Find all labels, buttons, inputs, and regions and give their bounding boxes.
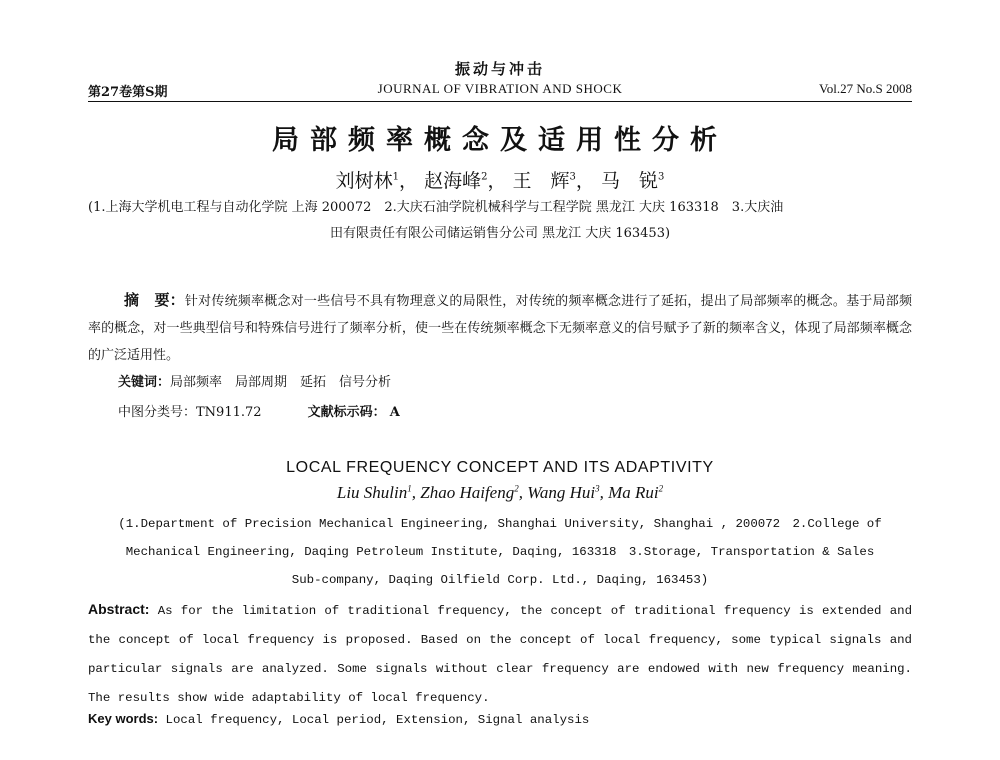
affiliation-en-line-2: Mechanical Engineering, Daqing Petroleum Institute, Daqing, 163318 3.Storage, Transportation & Sales [125,545,875,559]
author-name: 马 锐 [600,170,658,192]
paper-title-cn: 局部频率概念及适用性分析 [272,125,728,156]
doc-code-value: A [389,405,400,420]
affiliation-en-line-3: Sub-company, Daqing Oilfield Corp. Ltd., Daqing, 163453) [291,573,709,587]
author-name: 王 辉 [512,170,570,192]
author-affil-mark-en: 3 [595,483,600,494]
author-name-en: Wang Hui [527,483,596,502]
abstract-cn [88,287,912,369]
author-affil-mark: 3 [569,171,576,183]
author-affil-mark: 3 [658,171,665,183]
author-name-en: Zhao Haifeng [420,483,515,502]
keywords-en-label: Key words: [88,711,159,726]
keywords-cn-text: 局部频率 局部周期 延拓 信号分析 [170,375,392,390]
running-header [88,81,912,99]
abstract-en-text: As for the limitation of traditional frequency, the concept of traditional frequency is extended and the concept of local frequency is proposed. Based on the concept of local frequency, some typical signals and particular signals are analyzed. Some signals without clear frequency are endowed with new frequency meaning. The results show wide adaptability of local frequency. [88,604,913,705]
journal-name-cn: 振动与冲击 [454,60,545,78]
header-rule [88,101,912,102]
classification-cn [118,401,400,420]
abstract-cn-label: 摘 要： [124,291,185,309]
author-affil-mark: 2 [481,171,488,183]
author-affil-mark-en: 2 [514,483,519,494]
author-list-en [0,483,1000,503]
keywords-en-text: Local frequency, Local period, Extension, Signal analysis [165,713,590,727]
abstract-en [88,595,912,713]
author-affil-mark: 1 [392,171,400,183]
author-name-en: Ma Rui [608,483,659,502]
author-separator-en: , [599,483,609,502]
affiliation-en-line-1: (1.Department of Precision Mechanical Engineering, Shanghai University, Shanghai , 200072 2.College of [118,517,882,531]
issue-label: 第27卷第S期 [88,85,168,100]
author-list-cn [0,166,1000,193]
author-separator: ， [399,170,419,192]
affiliation-cn-line-1: (1.上海大学机电工程与自动化学院 上海 200072 2.大庆石油学院机械科学与工程学院 黑龙江 大庆 163318 3.大庆油 [88,200,784,215]
author-name: 赵海峰 [424,170,482,192]
volume-label: Vol.27 No.S 2008 [819,81,912,96]
author-name-en: Liu Shulin [336,483,408,502]
affiliation-cn-line-2: 田有限责任有限公司储运销售分公司 黑龙江 大庆 163453) [329,226,671,241]
journal-name-en: JOURNAL OF VIBRATION AND SHOCK [377,81,623,96]
author-affil-mark-en: 2 [658,483,664,494]
author-separator-en: , [518,483,528,502]
keywords-cn-label: 关键词： [118,375,171,390]
abstract-en-label: Abstract: [88,601,150,617]
author-separator-en: , [411,483,421,502]
clc-label: 中图分类号： [118,405,197,420]
keywords-cn [118,371,391,390]
clc-value: TN911.72 [196,405,262,420]
keywords-en [88,711,912,727]
author-separator: ， [575,170,595,192]
abstract-cn-text: 针对传统频率概念对一些信号不具有物理意义的局限性，对传统的频率概念进行了延拓，提出了局部频率的概念。基于局部频率的概念，对一些典型信号和特殊信号进行了频率分析，使一些在传统频率概念下无频率意义的信号赋予了新的频率含义，体现了局部频率概念的广泛适用性。 [88,294,912,363]
author-affil-mark-en: 1 [407,483,412,494]
doc-code-label: 文献标示码： [307,405,386,420]
author-name: 刘树林 [335,170,393,192]
paper-title-en: LOCAL FREQUENCY CONCEPT AND ITS ADAPTIVITY [286,459,714,476]
author-separator: ， [487,170,507,192]
